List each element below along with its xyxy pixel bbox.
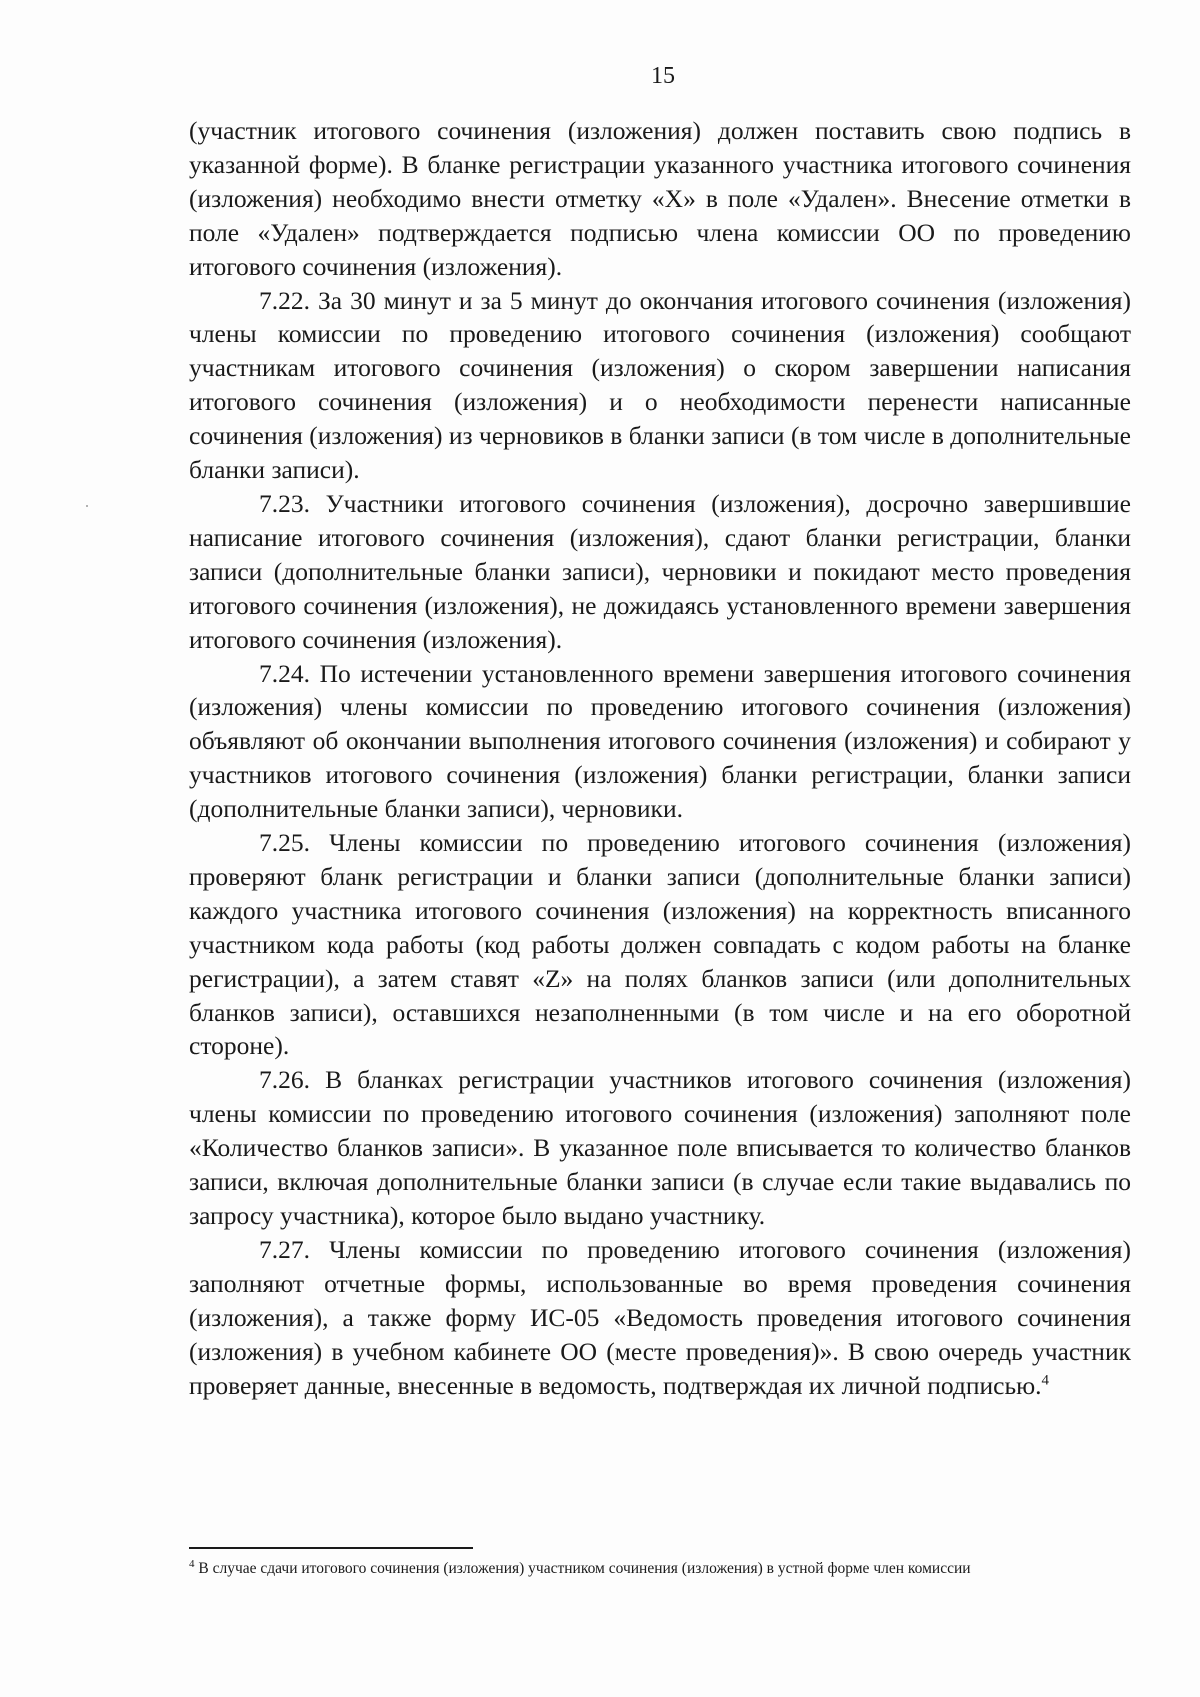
paragraph-continuation	[189, 114, 1131, 284]
paragraph-7-27	[189, 1233, 1131, 1403]
paragraph-text: Члены комиссии по проведению итогового сочинения (изложения) заполняют отчетные формы, использованные во время проведения сочинения (изложения), а также форму ИС-05 «Ведомость проведения итогового сочинения (изложения) в учебном кабинете ОО (месте проведения)». В свою очередь участник проверяет данные, внесенные в ведомость, подтверждая их личной подписью.	[189, 1234, 1131, 1400]
scan-speck	[86, 505, 88, 507]
paragraph-number: 7.22.	[259, 285, 310, 315]
footnote-reference: 4	[1041, 1372, 1049, 1389]
paragraph-text: (участник итогового сочинения (изложения) должен поставить свою подпись в указанной форме). В бланке регистрации указанного участника итогового сочинения (изложения) необходимо внести отметку «X» в поле «Удален». Внесение отметки в поле «Удален» подтверждается подписью члена комиссии ОО по проведению итогового сочинения (изложения).	[189, 116, 1131, 281]
paragraph-text: Члены комиссии по проведению итогового сочинения (изложения) проверяют бланк регистрации и бланки записи (дополнительные бланки записи) каждого участника итогового сочинения (изложения) на корректность вписанного участником кода работы (код работы должен совпадать с кодом работы на бланке регистрации), а затем ставят «Z» на полях бланков записи (или дополнительных бланков записи), оставшихся незаполненными (в том числе и на его оборотной стороне).	[189, 828, 1131, 1061]
paragraph-number: 7.26.	[259, 1065, 310, 1095]
paragraph-7-22	[189, 284, 1131, 487]
paragraph-7-23	[189, 487, 1131, 657]
footnote	[189, 1559, 1139, 1579]
paragraph-number: 7.25.	[259, 828, 310, 858]
paragraph-number: 7.23.	[259, 488, 310, 518]
paragraph-7-24	[189, 657, 1131, 827]
paragraph-text: По истечении установленного времени завершения итогового сочинения (изложения) члены комиссии по проведению итогового сочинения (изложения) объявляют об окончании выполнения итогового сочинения (изложения) и собирают у участников итогового сочинения (изложения) бланки регистрации, бланки записи (дополнительные бланки записи), черновики.	[189, 658, 1131, 824]
paragraph-text: В бланках регистрации участников итогового сочинения (изложения) члены комиссии по проведению итогового сочинения (изложения) заполняют поле «Количество бланков записи». В указанное поле вписывается то количество бланков записи, включая дополнительные бланки записи (в случае если такие выдавались по запросу участника), которое было выдано участнику.	[189, 1065, 1132, 1230]
footnote-separator	[189, 1547, 473, 1549]
page-number: 15	[651, 63, 675, 89]
paragraph-7-25	[189, 826, 1131, 1063]
paragraph-text: За 30 минут и за 5 минут до окончания итогового сочинения (изложения) члены комиссии по проведению итогового сочинения (изложения) сообщают участникам итогового сочинения (изложения) о скором завершении написания итогового сочинения (изложения) и о необходимости перенести написанные сочинения (изложения) из черновиков в бланки записи (в том числе в дополнительные бланки записи).	[189, 285, 1132, 485]
footnote-marker: 4	[189, 1557, 195, 1570]
footnote-text: В случае сдачи итогового сочинения (изложения) участником сочинения (изложения) в устной форме член комиссии	[198, 1560, 971, 1577]
paragraph-7-26	[189, 1063, 1131, 1233]
paragraph-text: Участники итогового сочинения (изложения), досрочно завершившие написание итогового сочинения (изложения), сдают бланки регистрации, бланки записи (дополнительные бланки записи), черновики и покидают место проведения итогового сочинения (изложения), не дожидаясь установленного времени завершения итогового сочинения (изложения).	[189, 488, 1132, 654]
paragraph-number: 7.24.	[259, 658, 310, 688]
document-body	[189, 114, 1131, 1402]
paragraph-number: 7.27.	[259, 1234, 310, 1264]
